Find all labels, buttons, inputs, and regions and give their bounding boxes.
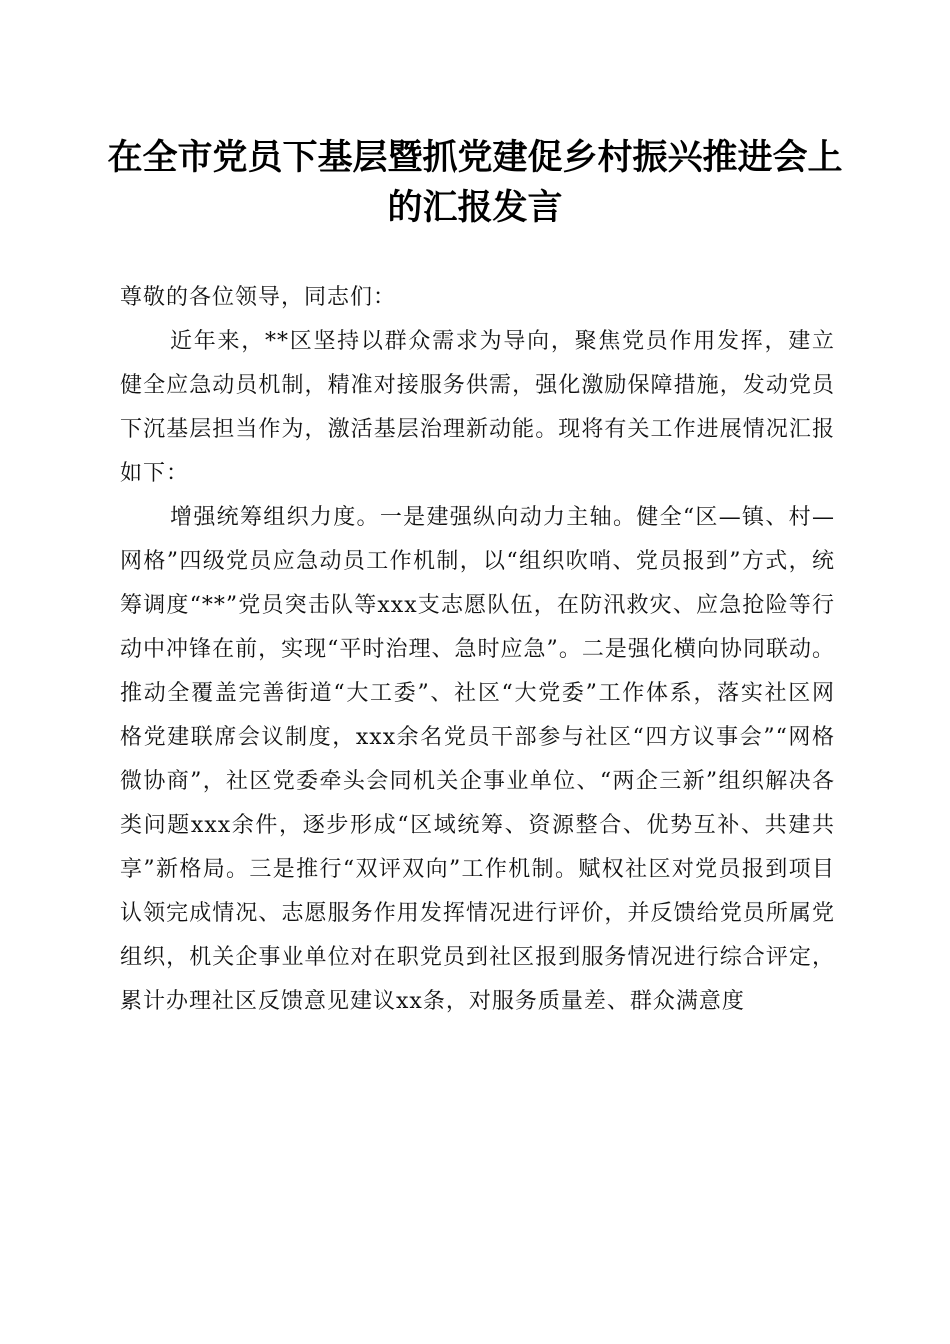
document-body <box>120 276 835 1024</box>
salutation: 尊敬的各位领导，同志们： <box>120 285 397 310</box>
paragraph-intro: 近年来，**区坚持以群众需求为导向，聚焦党员作用发挥，建立健全应急动员机制，精准对接服务供需，强化激励保障措施，发动党员下沉基层担当作为，激活基层治理新动能。现将有关工作进展情况汇报如下： <box>120 329 835 486</box>
paragraph-coordination: 增强统筹组织力度。一是建强纵向动力主轴。健全“区—镇、村—网格”四级党员应急动员工作机制，以“组织吹哨、党员报到”方式，统筹调度“**”党员突击队等xxx支志愿队伍，在防汛救灾、应急抢险等行动中冲锋在前，实现“平时治理、急时应急”。二是强化横向协同联动。推动全覆盖完善街道“大工委”、社区“大党委”工作体系，落实社区网格党建联席会议制度，xxx余名党员干部参与社区“四方议事会”“网格微协商”，社区党委牵头会同机关企事业单位、“两企三新”组织解决各类问题xxx余件，逐步形成“区域统筹、资源整合、优势互补、共建共享”新格局。三是推行“双评双向”工作机制。赋权社区对党员报到项目认领完成情况、志愿服务作用发挥情况进行评价，并反馈给党员所属党组织，机关企事业单位对在职党员到社区报到服务情况进行综合评定，累计办理社区反馈意见建议xx条，对服务质量差、群众满意度 <box>120 505 835 1014</box>
document-title: 在全市党员下基层暨抓党建促乡村振兴推进会上的汇报发言 <box>107 137 843 228</box>
